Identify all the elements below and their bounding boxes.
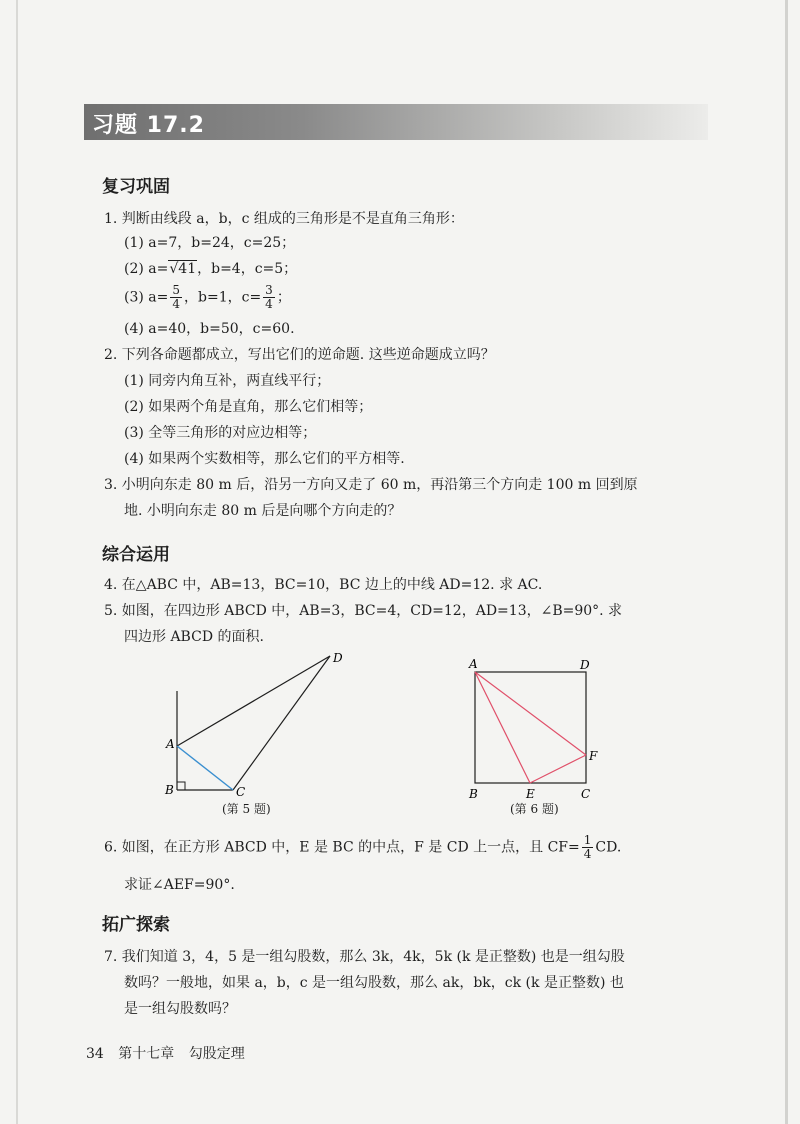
q3-line1: 3. 小明向东走 80 m 后，沿另一方向又走了 60 m，再沿第三个方向走 100 m 回到原 <box>104 477 638 493</box>
q5-line1: 5. 如图，在四边形 ABCD 中，AB=3，BC=4，CD=12，AD=13，∠B=90°. 求 <box>104 603 623 619</box>
segment-ad <box>177 656 330 746</box>
label-f: F <box>589 749 598 763</box>
figure-5-caption: (第 5 题) <box>222 802 271 816</box>
exercise-banner <box>84 104 708 140</box>
fraction-numerator: 3 <box>265 283 273 297</box>
page-footer <box>86 1043 255 1063</box>
label-b: B <box>469 787 478 801</box>
q1-part1: (1) a=7，b=24，c=25； <box>124 235 296 251</box>
q1-part3-b: ，b=1，c= <box>184 289 262 306</box>
label-b: B <box>165 783 174 797</box>
banner-title: 习题 17.2 <box>92 113 205 138</box>
q1-stem: 1. 判断由线段 a，b，c 组成的三角形是不是直角三角形： <box>104 211 464 227</box>
label-d: D <box>580 658 590 672</box>
q1-part3-a: (3) a= <box>124 289 169 306</box>
label-a: A <box>166 737 175 751</box>
q6-line1-pre: 6. 如图，在正方形 ABCD 中，E 是 BC 的中点，F 是 CD 上一点，且 CF= <box>104 839 580 856</box>
figure-5-diagram <box>160 648 360 798</box>
figure-6-diagram <box>460 656 610 806</box>
q6-line1-post: CD. <box>595 839 622 856</box>
page-number: 34 <box>86 1046 104 1062</box>
square-abcd <box>475 672 586 783</box>
fraction <box>263 284 275 311</box>
chapter-label: 第十七章 <box>118 1046 175 1062</box>
q5-line2: 四边形 ABCD 的面积. <box>124 629 264 645</box>
label-a: A <box>469 657 478 671</box>
fraction-denominator: 4 <box>583 847 592 861</box>
fraction <box>170 284 182 311</box>
q1-part2-radical: √41 <box>169 261 197 277</box>
fraction-denominator: 4 <box>265 297 273 311</box>
q3-line2: 地. 小明向东走 80 m 后是向哪个方向走的？ <box>124 503 402 519</box>
q2-part1: (1) 同旁内角互补，两直线平行； <box>124 373 331 389</box>
label-e: E <box>526 787 535 801</box>
q2-stem: 2. 下列各命题都成立，写出它们的逆命题. 这些逆命题成立吗？ <box>104 347 495 363</box>
q7-line3: 是一组勾股数吗？ <box>124 1001 236 1017</box>
q2-part4: (4) 如果两个实数相等，那么它们的平方相等. <box>124 451 405 467</box>
q1-part3-end: ； <box>276 289 291 306</box>
q7-line2: 数吗？一般地，如果 a，b，c 是一组勾股数，那么 ak，bk，ck (k 是正整数) 也 <box>124 975 624 991</box>
label-c: C <box>236 785 246 798</box>
q1-part2-pre: (2) a= <box>124 261 169 277</box>
right-angle-mark <box>177 782 185 790</box>
chapter-title: 勾股定理 <box>188 1046 245 1062</box>
q1-part4: (4) a=40，b=50，c=60. <box>124 321 295 337</box>
fraction <box>582 834 594 861</box>
fraction-denominator: 4 <box>172 297 180 311</box>
segment-ef <box>530 755 586 783</box>
q4-text: 4. 在△ABC 中，AB=13，BC=10，BC 边上的中线 AD=12. 求 AC. <box>104 577 543 593</box>
label-d: D <box>333 651 343 665</box>
q1-part2 <box>124 258 297 278</box>
q2-part2: (2) 如果两个角是直角，那么它们相等； <box>124 399 373 415</box>
label-c: C <box>581 787 591 801</box>
q6-line1 <box>104 834 621 861</box>
page-edge <box>785 0 788 1124</box>
q6-line2: 求证∠AEF=90°. <box>124 877 235 893</box>
q1-part3 <box>124 284 291 311</box>
segment-cd <box>233 656 330 790</box>
segment-ae <box>475 672 530 783</box>
section-explore: 拓广探索 <box>102 915 170 935</box>
section-review: 复习巩固 <box>102 177 170 197</box>
q1-part2-post: ，b=4，c=5； <box>197 261 298 277</box>
fraction-numerator: 1 <box>583 833 592 847</box>
section-apply: 综合运用 <box>102 545 170 565</box>
q2-part3: (3) 全等三角形的对应边相等； <box>124 425 317 441</box>
q7-line1: 7. 我们知道 3，4，5 是一组勾股数，那么 3k，4k，5k (k 是正整数) 也是一组勾股 <box>104 949 625 965</box>
page-edge <box>16 0 18 1124</box>
segment-af <box>475 672 586 755</box>
fraction-numerator: 5 <box>172 283 180 297</box>
figure-6-caption: (第 6 题) <box>510 802 559 816</box>
